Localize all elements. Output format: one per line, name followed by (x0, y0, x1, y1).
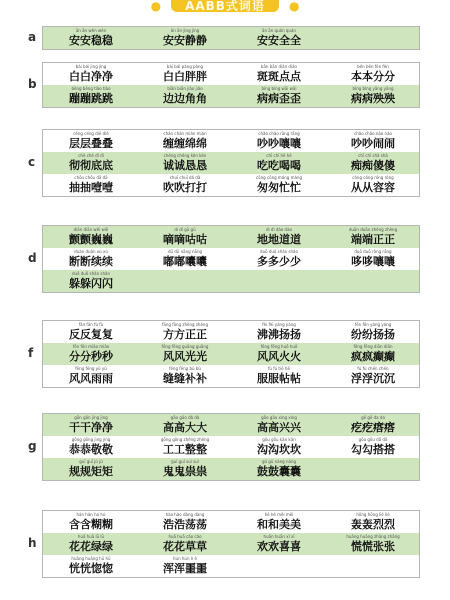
word: 勾勾搭搭 (351, 443, 395, 456)
word-item (145, 555, 237, 577)
word: 白白胖胖 (163, 70, 207, 83)
word: 慌慌张张 (351, 540, 395, 553)
word: 白白净净 (69, 70, 113, 83)
word: 颤颤巍巍 (69, 233, 113, 246)
word: 吵吵闹闹 (351, 137, 395, 150)
word-item (51, 226, 143, 248)
word-item (239, 270, 331, 292)
pinyin: chè chè dǐ dǐ (78, 153, 104, 158)
word-item (145, 321, 237, 343)
pinyin: duān duān zhèng zhèng (348, 227, 398, 232)
word-item (239, 152, 331, 174)
section-box (42, 129, 420, 197)
word: 缝缝补补 (163, 372, 207, 385)
word-row (43, 63, 419, 85)
section-g (0, 413, 450, 481)
word-item (145, 414, 237, 436)
pinyin: gǔ gǔ náng náng (261, 459, 297, 464)
pinyin: bèng bèng tiào tiào (71, 86, 111, 91)
pinyin: duàn duàn xù xù (74, 249, 108, 254)
word-item (51, 63, 143, 85)
word-item (239, 85, 331, 107)
section-f (0, 320, 450, 388)
word: 浑浑噩噩 (163, 562, 207, 575)
pinyin: chǎo chǎo nào nào (354, 131, 392, 136)
word-item (239, 130, 331, 152)
word: 吵吵嚷嚷 (257, 137, 301, 150)
word-item (51, 321, 143, 343)
pinyin: cóng cóng róng róng (352, 175, 394, 180)
word-row (43, 130, 419, 152)
pinyin: hào hào dàng dàng (165, 512, 205, 517)
word: 干干净净 (69, 421, 113, 434)
word: 疙疙瘩瘩 (351, 421, 395, 434)
word-item (239, 436, 331, 458)
word-item (145, 226, 237, 248)
word-item (333, 414, 425, 436)
word: 诚诚恳恳 (163, 159, 207, 172)
pinyin: duō duō shǎo shǎo (260, 249, 298, 254)
word-item (51, 270, 143, 292)
word-item (145, 152, 237, 174)
word: 高高兴兴 (257, 421, 301, 434)
section-box (42, 413, 420, 481)
word-item (51, 152, 143, 174)
title-dot-right: ● (288, 0, 300, 13)
word-item (145, 343, 237, 365)
section-letter: h (28, 536, 37, 550)
pinyin: duō duō rāng rāng (354, 249, 392, 254)
word: 分分秒秒 (69, 350, 113, 363)
pinyin: huāng huāng zhāng zhāng (346, 534, 400, 539)
pinyin: bìng bìng wāi wāi (261, 86, 297, 91)
word-item (145, 533, 237, 555)
pinyin: ān ān jìng jìng (170, 28, 200, 33)
pinyin: dì dì dào dào (266, 227, 292, 232)
word-row (43, 321, 419, 343)
section-letter: a (28, 30, 37, 44)
pinyin: běn běn fèn fèn (357, 64, 389, 69)
pinyin: fèi fèi yáng yáng (262, 322, 296, 327)
word-item (333, 174, 425, 196)
word-item (333, 555, 425, 577)
word-item (51, 174, 143, 196)
word-item (239, 511, 331, 533)
word-item (51, 414, 143, 436)
word: 嘟嘟囔囔 (163, 255, 207, 268)
word-item (239, 174, 331, 196)
word-item (51, 85, 143, 107)
word-item (333, 365, 425, 387)
word-item (145, 85, 237, 107)
word-item (333, 63, 425, 85)
pinyin: chī chī hē hē (266, 153, 292, 158)
section-d (0, 225, 450, 293)
word-item (333, 226, 425, 248)
word-item (51, 130, 143, 152)
section-box (42, 62, 420, 108)
word-item (145, 63, 237, 85)
word: 沟沟坎坎 (257, 443, 301, 456)
word: 恭恭敬敬 (69, 443, 113, 456)
word-item (333, 152, 425, 174)
pinyin: chán chán mián mián (163, 131, 207, 136)
word-item (145, 130, 237, 152)
word: 斑斑点点 (257, 70, 301, 83)
pinyin: huā huā lǜ lǜ (77, 534, 105, 539)
word: 浩浩荡荡 (163, 518, 207, 531)
word: 恍恍惚惚 (69, 562, 113, 575)
word: 多多少少 (257, 255, 301, 268)
word-item (239, 226, 331, 248)
word-item (51, 343, 143, 365)
pinyin: guǐ guǐ suì suì (171, 459, 199, 464)
word: 安安静静 (163, 34, 207, 47)
pinyin: huā huā cǎo cǎo (168, 534, 202, 539)
word-item (145, 365, 237, 387)
word-item (333, 27, 425, 49)
word: 地地道道 (257, 233, 301, 246)
pinyin: bái bái jìng jìng (75, 64, 107, 69)
pinyin: hán hán hú hú (76, 512, 106, 517)
word: 病病歪歪 (257, 92, 301, 105)
word-item (333, 248, 425, 270)
section-letter: g (28, 439, 37, 453)
word: 本本分分 (351, 70, 395, 83)
word-row (43, 226, 419, 248)
pinyin: chuī chuī dǎ dǎ (169, 175, 201, 180)
pinyin: chī chī shǎ shǎ (358, 153, 388, 158)
word-item (239, 533, 331, 555)
pinyin: ān ān wěn wěn (75, 28, 107, 33)
pinyin: hé hé měi měi (264, 512, 294, 517)
word-row (43, 533, 419, 555)
pinyin: gāo gāo xìng xìng (261, 415, 297, 420)
word-row (43, 248, 419, 270)
section-letter: d (28, 251, 37, 265)
word-item (51, 458, 143, 480)
pinyin: cōng cōng máng máng (255, 175, 303, 180)
word-row (43, 458, 419, 480)
word-item (239, 458, 331, 480)
word: 边边角角 (163, 92, 207, 105)
word: 鬼鬼祟祟 (163, 465, 207, 478)
word: 高高大大 (163, 421, 207, 434)
pinyin: fú fú tiē tiē (268, 366, 290, 371)
word: 断断续续 (69, 255, 113, 268)
word: 含含糊糊 (69, 518, 113, 531)
word-item (239, 343, 331, 365)
word-row (43, 85, 419, 107)
word: 吃吃喝喝 (257, 159, 301, 172)
section-h (0, 510, 450, 578)
word-item (333, 85, 425, 107)
word-item (239, 414, 331, 436)
pinyin: dū dū nāng nāng (167, 249, 203, 254)
word: 缠缠绵绵 (163, 137, 207, 150)
pinyin: fú fú chén chén (357, 366, 389, 371)
word-item (145, 511, 237, 533)
page-header (0, 0, 450, 14)
word: 安安全全 (257, 34, 301, 47)
word-item (51, 365, 143, 387)
word-item (333, 130, 425, 152)
word: 蹦蹦跳跳 (69, 92, 113, 105)
word: 方方正正 (163, 328, 207, 341)
pinyin: ān ān quán quán (262, 28, 296, 33)
pinyin: bìng bìng yāng yāng (352, 86, 394, 91)
pinyin: fēn fēn miǎo miǎo (72, 344, 110, 349)
word-item (145, 27, 237, 49)
section-c (0, 129, 450, 197)
word-item (239, 27, 331, 49)
pinyin: féng féng bǔ bǔ (169, 366, 201, 371)
word: 沸沸扬扬 (257, 328, 301, 341)
pinyin: fǎn fǎn fù fù (78, 322, 104, 327)
pinyin: fēn fēn yáng yáng (354, 322, 392, 327)
pinyin: gōng gōng zhěng zhěng (160, 437, 210, 442)
pinyin: chéng chéng kěn kěn (163, 153, 207, 158)
pinyin: gōu gōu dā dā (358, 437, 388, 442)
pinyin: céng céng dié dié (73, 131, 109, 136)
word: 风风火火 (257, 350, 301, 363)
word: 哆哆嚷嚷 (351, 255, 395, 268)
section-letter: c (28, 155, 36, 169)
pinyin: fāng fāng zhèng zhèng (161, 322, 209, 327)
page-title: AABB式词语 (171, 0, 279, 12)
title-dot-left: ● (150, 0, 162, 13)
pinyin: bái bái pàng pàng (166, 64, 204, 69)
word: 匆匆忙忙 (257, 181, 301, 194)
pinyin: gāo gāo dà dà (170, 415, 200, 420)
word-item (145, 270, 237, 292)
word: 服服帖帖 (257, 372, 301, 385)
word: 安安稳稳 (69, 34, 113, 47)
pinyin: fēng fēng huǒ huǒ (260, 344, 298, 349)
word-item (333, 436, 425, 458)
word: 反反复复 (69, 328, 113, 341)
word: 抽抽噎噎 (69, 181, 113, 194)
word: 花花草草 (163, 540, 207, 553)
word-item (239, 248, 331, 270)
word: 躲躲闪闪 (69, 277, 113, 290)
word-item (145, 436, 237, 458)
section-b (0, 62, 450, 108)
word: 病病殃殃 (351, 92, 395, 105)
word-item (239, 63, 331, 85)
pinyin: huǎng huǎng hū hū (71, 556, 111, 561)
word: 痴痴傻傻 (351, 159, 395, 172)
word: 从从容容 (351, 181, 395, 194)
pinyin: duǒ duǒ shǎn shǎn (71, 271, 111, 276)
word-item (51, 248, 143, 270)
word-item (333, 511, 425, 533)
section-box (42, 26, 420, 50)
pinyin: diān diān wēi wēi (73, 227, 109, 232)
word-row (43, 27, 419, 49)
word: 风风光光 (163, 350, 207, 363)
word: 和和美美 (257, 518, 301, 531)
pinyin: guī guī jǔ jǔ (79, 459, 103, 464)
word: 彻彻底底 (69, 159, 113, 172)
word: 欢欢喜喜 (257, 540, 301, 553)
word-row (43, 555, 419, 577)
word-item (333, 270, 425, 292)
word-item (51, 555, 143, 577)
section-letter: f (28, 346, 34, 360)
pinyin: fēng fēng diān diān (353, 344, 393, 349)
pinyin: chōu chōu dā dā (74, 175, 108, 180)
word: 嘀嘀咕咕 (163, 233, 207, 246)
word-item (333, 533, 425, 555)
word: 风风雨雨 (69, 372, 113, 385)
word-item (239, 365, 331, 387)
pinyin: biān biān jiǎo jiǎo (167, 86, 203, 91)
pinyin: hōng hōng liè liè (356, 512, 390, 517)
section-box (42, 225, 420, 293)
pinyin: chǎo chǎo rāng rāng (258, 131, 300, 136)
word: 层层叠叠 (69, 137, 113, 150)
pinyin: gōng gōng jìng jìng (71, 437, 111, 442)
pinyin: gān gān jìng jìng (74, 415, 108, 420)
word: 规规矩矩 (69, 465, 113, 478)
pinyin: fēng fēng yǔ yǔ (75, 366, 107, 371)
section-letter: b (28, 77, 37, 91)
pinyin: huān huān xǐ xǐ (263, 534, 295, 539)
word-row (43, 174, 419, 196)
word-row (43, 152, 419, 174)
word-item (333, 343, 425, 365)
word-row (43, 436, 419, 458)
word-row (43, 365, 419, 387)
word-item (51, 511, 143, 533)
pinyin: gōu gōu kǎn kǎn (262, 437, 296, 442)
pinyin: bān bān diǎn diǎn (260, 64, 298, 69)
word: 工工整整 (163, 443, 207, 456)
word: 端端正正 (351, 233, 395, 246)
word: 吹吹打打 (163, 181, 207, 194)
word-row (43, 511, 419, 533)
word-item (333, 458, 425, 480)
word-row (43, 414, 419, 436)
word: 纷纷扬扬 (351, 328, 395, 341)
word-item (51, 533, 143, 555)
word: 浮浮沉沉 (351, 372, 395, 385)
pinyin: gē gē da da (361, 415, 385, 420)
word-item (239, 321, 331, 343)
word: 花花绿绿 (69, 540, 113, 553)
pinyin: fēng fēng guāng guāng (161, 344, 209, 349)
word-item (51, 27, 143, 49)
pinyin: hún hún è è (173, 556, 197, 561)
section-a (0, 26, 450, 50)
word-item (145, 174, 237, 196)
word: 疯疯癫癫 (351, 350, 395, 363)
word: 鼓鼓囊囊 (257, 465, 301, 478)
word-item (145, 458, 237, 480)
word-row (43, 343, 419, 365)
section-box (42, 510, 420, 578)
word-item (333, 321, 425, 343)
word: 轰轰烈烈 (351, 518, 395, 531)
word-row (43, 270, 419, 292)
word-item (239, 555, 331, 577)
section-box (42, 320, 420, 388)
pinyin: dí dí gū gū (174, 227, 196, 232)
word-item (145, 248, 237, 270)
word-item (51, 436, 143, 458)
